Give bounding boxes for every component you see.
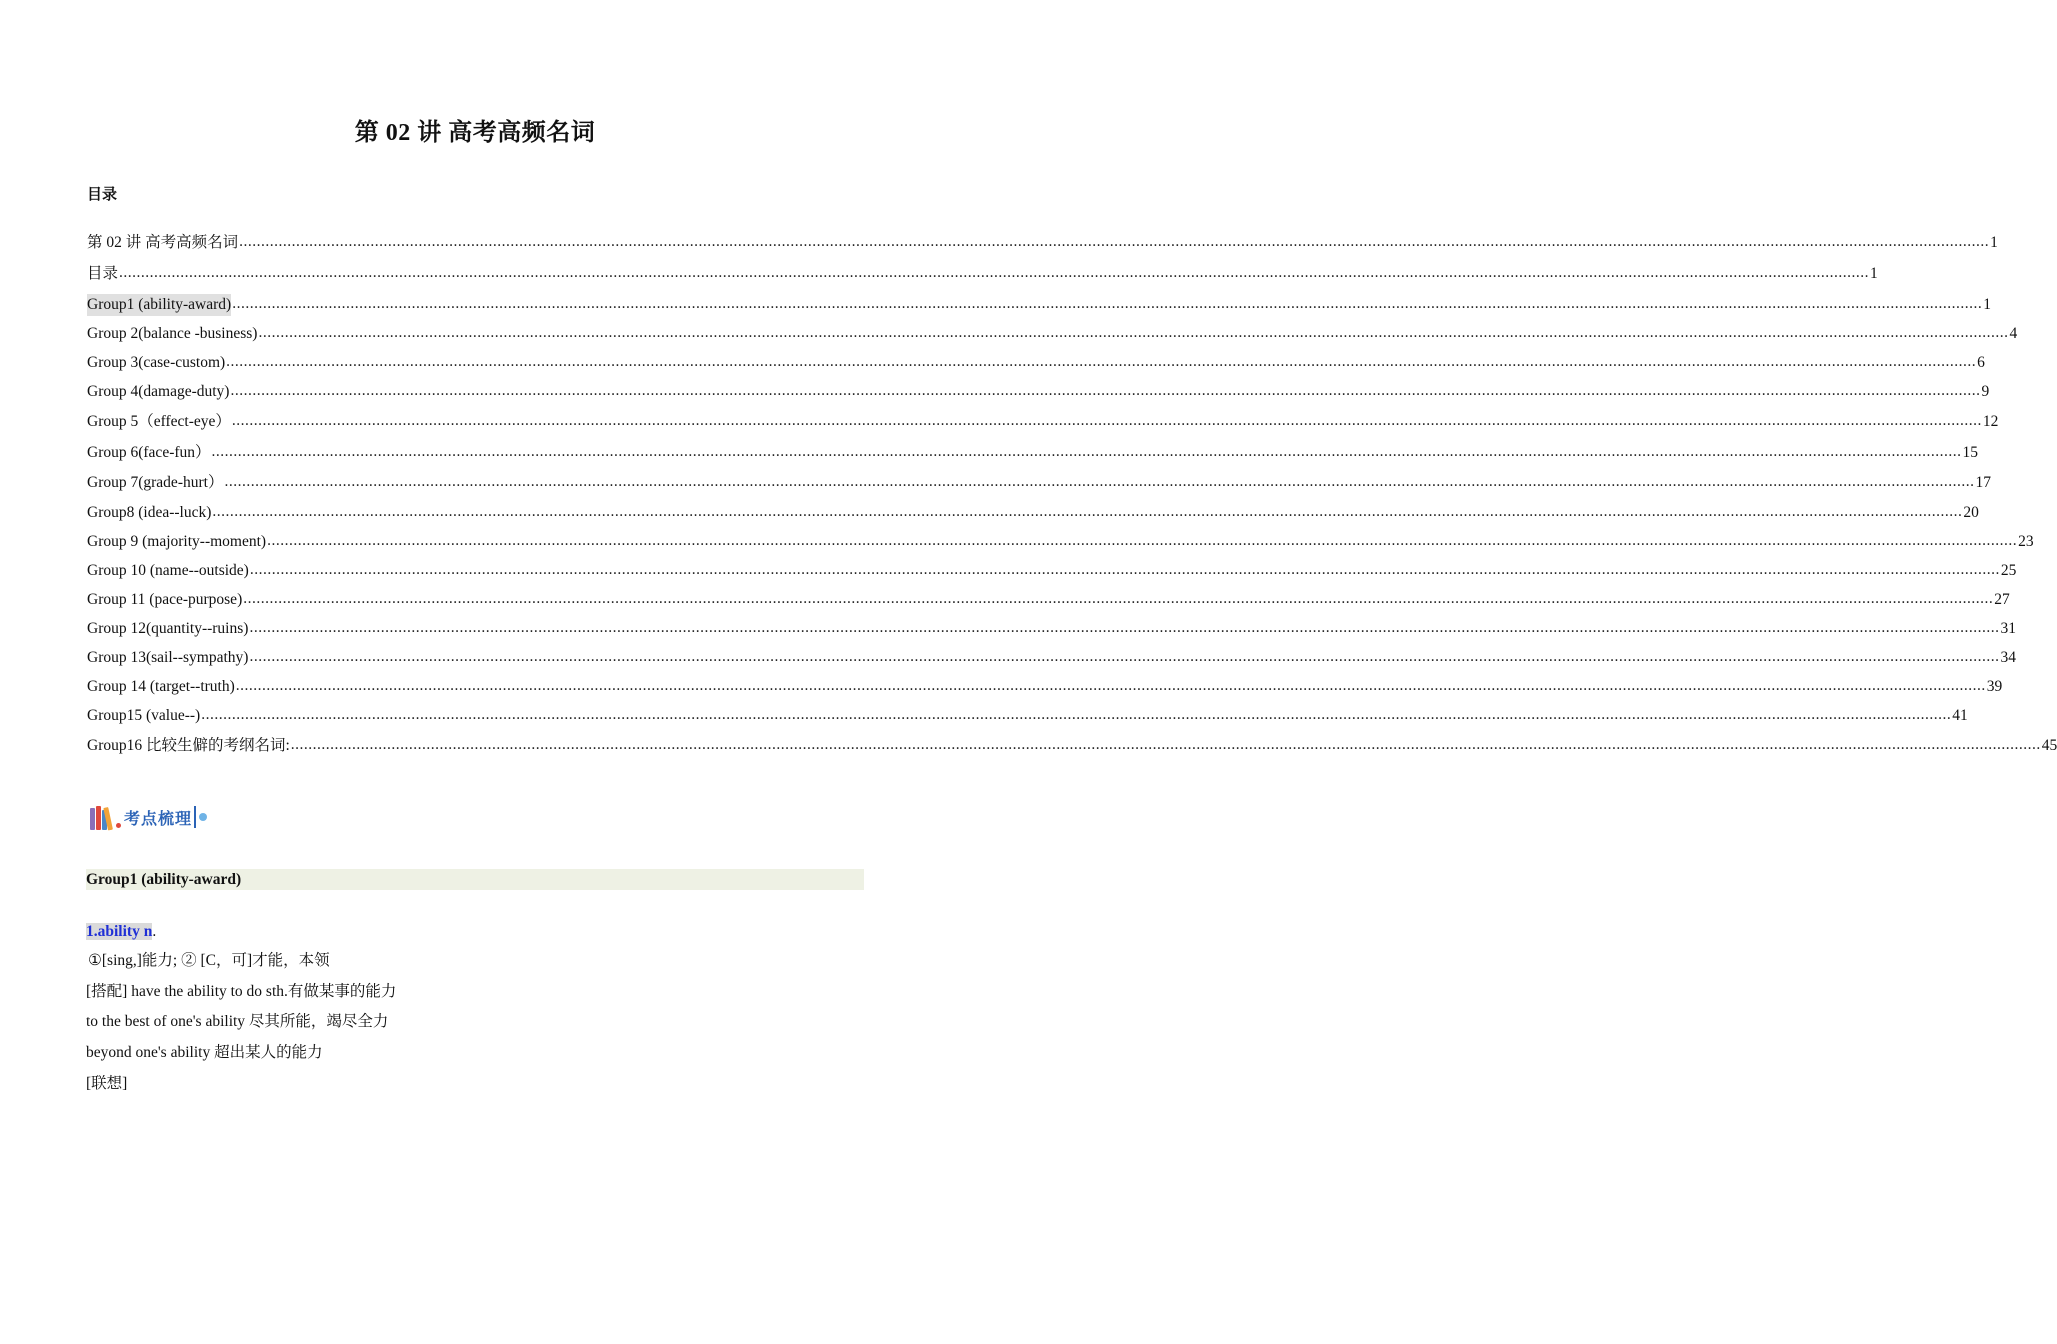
toc-leader-dots: ................................................................................................................................................................................................................................................................................................................................................................................................................ xyxy=(243,590,1994,607)
collocation-line: [搭配] have the ability to do sth.有做某事的能力 xyxy=(86,983,397,1000)
toc-leader-dots: ................................................................................................................................................................................................................................................................................................................................................................................................................ xyxy=(239,233,1990,250)
toc-entry[interactable] xyxy=(87,705,1968,727)
toc-entry[interactable] xyxy=(87,411,1999,433)
toc-entry-title: Group 12(quantity--ruins) xyxy=(87,620,249,637)
toc-leader-dots: ................................................................................................................................................................................................................................................................................................................................................................................................................ xyxy=(290,736,2041,753)
toc-entry[interactable] xyxy=(87,735,2057,757)
toc-entry[interactable] xyxy=(87,442,1979,464)
headword: 1.ability n xyxy=(86,923,153,940)
toc-entry-title: Group 6(face-fun） xyxy=(87,444,211,461)
toc-entry-page: 31 xyxy=(2000,620,2016,637)
toc-entry[interactable] xyxy=(87,589,2010,611)
toc-entry-title: Group 3(case-custom) xyxy=(87,354,226,371)
association-label: [联想] xyxy=(86,1075,128,1092)
toc-leader-dots: ................................................................................................................................................................................................................................................................................................................................................................................................................ xyxy=(235,677,1986,694)
group-heading: Group1 (ability-award) xyxy=(86,871,242,888)
toc-entry-page: 25 xyxy=(2000,562,2017,579)
toc-entry[interactable] xyxy=(87,323,2018,345)
toc-entry-page: 17 xyxy=(1975,474,1991,491)
toc-leader-dots: ................................................................................................................................................................................................................................................................................................................................................................................................................ xyxy=(226,353,1977,370)
section-badge-label: 考点梳理 xyxy=(124,808,193,828)
page-title: 第 02 讲 高考高频名词 xyxy=(354,120,596,146)
toc-entry-page: 23 xyxy=(2018,533,2034,550)
text-cursor-icon xyxy=(194,806,196,828)
toc-entry[interactable] xyxy=(87,647,2016,669)
collocation-line: beyond one's ability 超出某人的能力 xyxy=(86,1044,323,1061)
toc-entry-title: Group 14 (target--truth) xyxy=(87,678,235,695)
toc-entry-page: 15 xyxy=(1962,444,1979,461)
definition-line: ①[sing,]能力; ② [C，可]才能，本领 xyxy=(88,952,330,969)
toc-entry-page: 6 xyxy=(1977,354,1985,371)
toc-entry-page: 4 xyxy=(2009,325,2018,342)
circle-icon xyxy=(199,813,207,821)
collocation-line: to the best of one's ability 尽其所能，竭尽全力 xyxy=(86,1013,389,1030)
toc-entry-title: Group1 (ability-award) xyxy=(87,294,231,316)
toc-entry[interactable] xyxy=(87,531,2034,553)
toc-leader-dots: ................................................................................................................................................................................................................................................................................................................................................................................................................ xyxy=(258,324,2009,341)
toc-entry-title: Group 5（effect-eye） xyxy=(87,413,231,430)
toc-leader-dots: ................................................................................................................................................................................................................................................................................................................................................................................................................ xyxy=(212,503,1963,520)
toc-entry-page: 20 xyxy=(1963,504,1979,521)
toc-leader-dots: ................................................................................................................................................................................................................................................................................................................................................................................................................ xyxy=(211,443,1962,460)
group-heading-bar xyxy=(86,869,864,890)
toc-entry-title: Group 10 (name--outside) xyxy=(87,562,249,579)
toc-leader-dots: ................................................................................................................................................................................................................................................................................................................................................................................................................ xyxy=(201,706,1952,723)
toc-leader-dots: ................................................................................................................................................................................................................................................................................................................................................................................................................ xyxy=(231,412,1982,429)
book-spine xyxy=(96,806,101,830)
toc-entry-page: 9 xyxy=(1981,383,1990,400)
toc-leader-dots: ................................................................................................................................................................................................................................................................................................................................................................................................................ xyxy=(249,648,2000,665)
toc-entry-title: Group15 (value--) xyxy=(87,707,201,724)
toc-entry-page: 27 xyxy=(1994,591,2010,608)
toc-entry[interactable] xyxy=(87,263,1878,285)
toc-entry-title: 目录 xyxy=(87,265,119,282)
toc-leader-dots: ................................................................................................................................................................................................................................................................................................................................................................................................................ xyxy=(232,295,1983,312)
books-icon xyxy=(90,804,113,830)
toc-entry[interactable] xyxy=(87,502,1979,524)
toc-leader-dots: ................................................................................................................................................................................................................................................................................................................................................................................................................ xyxy=(230,382,1981,399)
toc-entry-title: Group 13(sail--sympathy) xyxy=(87,649,249,666)
toc-entry-page: 34 xyxy=(2000,649,2016,666)
dot-icon xyxy=(116,823,121,828)
toc-leader-dots: ................................................................................................................................................................................................................................................................................................................................................................................................................ xyxy=(249,561,2000,578)
toc-entry-page: 12 xyxy=(1982,413,1999,430)
toc-entry-page: 1 xyxy=(1983,296,1991,313)
toc-entry-title: Group 7(grade-hurt） xyxy=(87,474,224,491)
toc-entry-title: Group8 (idea--luck) xyxy=(87,504,212,521)
toc-entry[interactable] xyxy=(87,676,2003,698)
toc-entry-title: Group 2(balance -business) xyxy=(87,325,258,342)
toc-entry-page: 41 xyxy=(1952,707,1968,724)
toc-entry[interactable] xyxy=(87,560,2017,582)
toc-entry-page: 1 xyxy=(1990,234,1998,251)
toc-entry[interactable] xyxy=(87,618,2016,640)
toc-entry[interactable] xyxy=(87,381,1990,403)
toc-entry-page: 39 xyxy=(1986,678,2003,695)
toc-heading: 目录 xyxy=(87,187,118,203)
toc-entry-title: 第 02 讲 高考高频名词 xyxy=(87,234,239,251)
toc-entry-title: Group 9 (majority--moment) xyxy=(87,533,267,550)
toc-entry[interactable] xyxy=(87,294,1991,316)
toc-leader-dots: ................................................................................................................................................................................................................................................................................................................................................................................................................ xyxy=(267,532,2018,549)
toc-leader-dots: ................................................................................................................................................................................................................................................................................................................................................................................................................ xyxy=(224,473,1975,490)
toc-entry[interactable] xyxy=(87,232,1998,254)
toc-entry-title: Group 11 (pace-purpose) xyxy=(87,591,243,608)
book-spine xyxy=(90,808,95,830)
toc-entry-page: 1 xyxy=(1870,265,1878,282)
toc-leader-dots: ................................................................................................................................................................................................................................................................................................................................................................................................................ xyxy=(249,619,2000,636)
toc-entry-title: Group 4(damage-duty) xyxy=(87,383,230,400)
toc-entry-page: 45 xyxy=(2041,737,2057,754)
headword-suffix: . xyxy=(152,923,157,940)
toc-entry[interactable] xyxy=(87,352,1985,374)
vocab-entry-heading xyxy=(86,921,156,943)
toc-leader-dots: ................................................................................................................................................................................................................................................................................................................................................................................................................ xyxy=(119,264,1870,281)
toc-entry[interactable] xyxy=(87,472,1991,494)
section-badge xyxy=(90,800,207,834)
toc-entry-title: Group16 比较生僻的考纲名词: xyxy=(87,737,290,754)
